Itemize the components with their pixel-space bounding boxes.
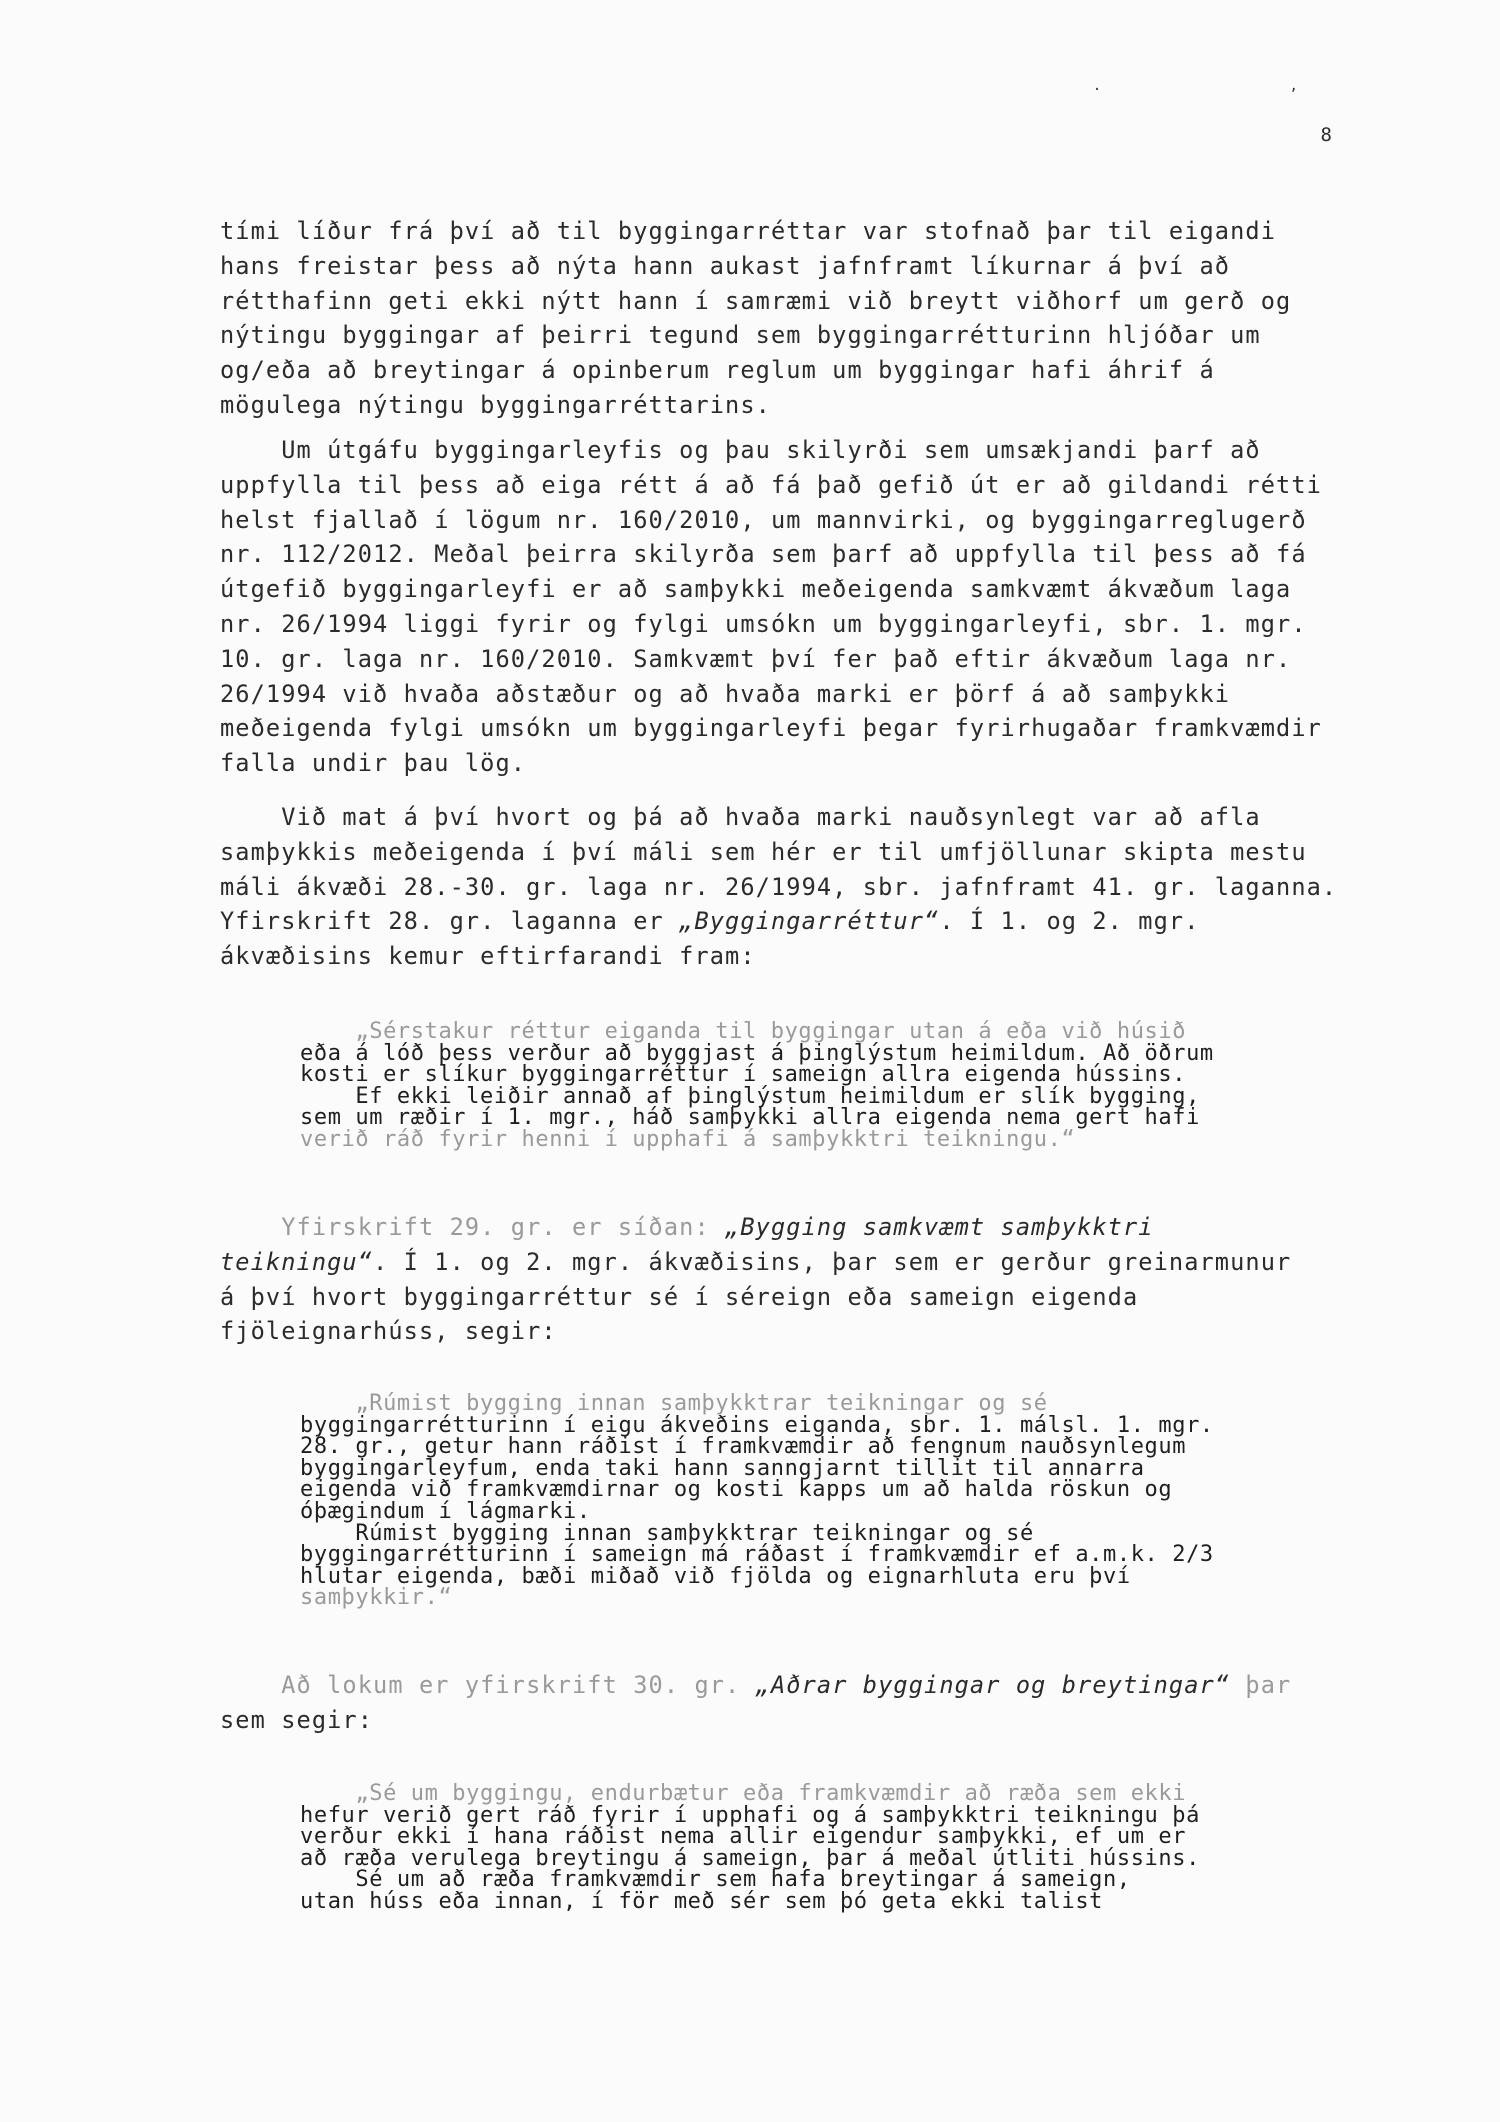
text-line: hans freistar þess að nýta hann aukast jafnframt líkurnar á því að — [220, 251, 1231, 280]
quote-line: hlutar eigenda, bæði miðað við fjölda og eignarhluta eru því — [300, 1563, 1131, 1589]
quote-line: utan húss eða innan, í för með sér sem þó geta ekki talist — [300, 1888, 1104, 1914]
text-line: Um útgáfu byggingarleyfis og þau skilyrði sem umsækjandi þarf að — [220, 436, 1261, 464]
paragraph-building-permit — [220, 433, 1330, 781]
text-line: mögulega nýtingu byggingarréttarins. — [220, 390, 771, 419]
text-line: samþykkis meðeigenda í því máli sem hér er til umfjöllunar skipta mestu — [220, 837, 1307, 866]
quote-line: verið ráð fyrir henni í upphafi á samþykktri teikningu.“ — [300, 1126, 1076, 1152]
italic-heading: „Bygging samkvæmt samþykktri — [725, 1213, 1154, 1241]
text-line: og/eða að breytingar á opinberum reglum um byggingar hafi áhrif á — [220, 356, 1215, 385]
quote-line: byggingarrétturinn í sameign má ráðast í framkvæmdir ef a.m.k. 2/3 — [300, 1542, 1214, 1568]
quote-line: byggingarleyfum, enda taki hann sanngjarnt tillit til annarra — [300, 1455, 1145, 1481]
paragraph-intro-30 — [220, 1668, 1330, 1738]
text-line: nýtingu byggingar af þeirri tegund sem byggingarrétturinn hljóðar um — [220, 321, 1261, 350]
quote-line: samþykkir.“ — [300, 1585, 453, 1611]
quote-line: eigenda við framkvæmdirnar og kosti kapps um að halda röskun og — [300, 1477, 1173, 1503]
text-line: fjöleignarhúss, segir: — [220, 1317, 557, 1346]
text-run: Yfirskrift 28. gr. laganna er — [220, 907, 680, 936]
quote-line: 28. gr., getur hann ráðist í framkvæmdir að fengnum nauðsynlegum — [300, 1434, 1187, 1460]
quote-line: eða á lóð þess verður að byggjast á þinglýstum heimildum. Að öðrum — [300, 1040, 1214, 1066]
text-line: rétthafinn geti ekki nýtt hann í samræmi við breytt viðhorf um gerð og — [220, 286, 1292, 315]
italic-heading: „Byggingarréttur“ — [679, 907, 940, 936]
text-line — [220, 1245, 1330, 1280]
text-line — [220, 1210, 1330, 1245]
text-line: falla undir þau lög. — [220, 749, 527, 778]
text-line: máli ákvæði 28.-30. gr. laga nr. 26/1994, sbr. jafnframt 41. gr. laganna. — [220, 872, 1338, 901]
paragraph-intro-29 — [220, 1210, 1330, 1349]
text-run: . Í 1. og 2. mgr. — [939, 907, 1200, 936]
text-line: meðeigenda fylgi umsókn um byggingarleyfi þegar fyrirhugaðar framkvæmdir — [220, 714, 1322, 743]
italic-heading: teikningu“ — [220, 1247, 374, 1276]
quote-line: verður ekki í hana ráðist nema allir eigendur samþykki, ef um er — [300, 1824, 1187, 1850]
text-line — [220, 904, 1330, 939]
text-line: nr. 112/2012. Meðal þeirra skilyrða sem þarf að uppfylla til þess að fá — [220, 540, 1307, 569]
block-quote-30 — [300, 1783, 1325, 1913]
quote-line: kosti er slíkur byggingarréttur í sameign allra eigenda hússins. — [300, 1062, 1187, 1088]
quote-line: að ræða verulega breytingu á sameign, þar á meðal útliti hússins. — [300, 1845, 1200, 1871]
quote-line: sem um ræðir í 1. mgr., háð samþykki allra eigenda nema gert hafi — [300, 1105, 1200, 1131]
quote-line: Ef ekki leiðir annað af þinglýstum heimildum er slík bygging, — [300, 1083, 1200, 1109]
text-line: á því hvort byggingarréttur sé í séreign eða sameign eigenda — [220, 1282, 1139, 1311]
corner-marks: . , — [1092, 78, 1388, 94]
quote-line: „Sérstakur réttur eiganda til byggingar utan á eða við húsið — [300, 1019, 1187, 1044]
quote-line: byggingarrétturinn í eigu ákveðins eiganda, sbr. 1. málsl. 1. mgr. — [300, 1412, 1214, 1438]
quote-line: Sé um að ræða framkvæmdir sem hafa breytingar á sameign, — [300, 1867, 1131, 1893]
text-line: Við mat á því hvort og þá að hvaða marki nauðsynlegt var að afla — [220, 803, 1261, 831]
paragraph-consent — [220, 800, 1338, 974]
quote-line: „Rúmist bygging innan samþykktrar teikningar og sé — [300, 1391, 1048, 1416]
text-line: nr. 26/1994 liggi fyrir og fylgi umsókn um byggingarleyfi, sbr. 1. mgr. — [220, 609, 1307, 638]
quote-line: óþægindum í lágmarki. — [300, 1498, 591, 1524]
quote-line: hefur verið gert ráð fyrir í upphafi og á samþykktri teikningu þá — [300, 1802, 1200, 1828]
text-line: tími líður frá því að til byggingarréttar var stofnað þar til eigandi — [220, 217, 1277, 245]
text-run: Yfirskrift 29. gr. er síðan: — [220, 1213, 726, 1241]
text-line: ákvæðisins kemur eftirfarandi fram: — [220, 942, 756, 971]
paragraph-continuation — [220, 214, 1330, 423]
text-run: þar — [1230, 1671, 1292, 1699]
text-line: helst fjallað í lögum nr. 160/2010, um mannvirki, og byggingarreglugerð — [220, 505, 1307, 534]
text-line: uppfylla til þess að eiga rétt á að fá það gefið út er að gildandi rétti — [220, 470, 1322, 499]
italic-heading: „Aðrar byggingar og breytingar“ — [755, 1671, 1231, 1699]
text-line: 26/1994 við hvaða aðstæður og að hvaða marki er þörf á að samþykki — [220, 679, 1231, 708]
block-quote-28 — [300, 1021, 1325, 1151]
text-run: . Í 1. og 2. mgr. ákvæðisins, þar sem er gerður greinarmunur — [373, 1247, 1292, 1276]
quote-line: Rúmist bygging innan samþykktrar teikningar og sé — [300, 1520, 1034, 1546]
quote-line: „Sé um byggingu, endurbætur eða framkvæmdir að ræða sem ekki — [300, 1781, 1187, 1806]
text-run: Að lokum er yfirskrift 30. gr. — [220, 1671, 756, 1699]
block-quote-29 — [300, 1393, 1325, 1609]
page-number: 8 — [1320, 124, 1332, 146]
text-line — [220, 1668, 1330, 1703]
text-line: útgefið byggingarleyfi er að samþykki meðeigenda samkvæmt ákvæðum laga — [220, 575, 1292, 604]
text-line: 10. gr. laga nr. 160/2010. Samkvæmt því fer það eftir ákvæðum laga nr. — [220, 644, 1292, 673]
text-line: sem segir: — [220, 1705, 374, 1734]
